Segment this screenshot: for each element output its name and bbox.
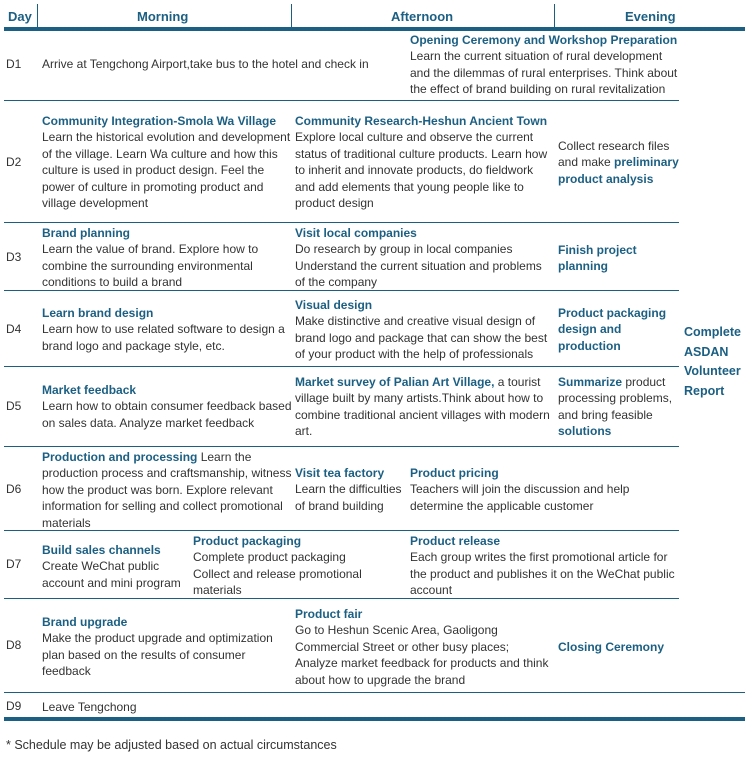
d6-morning-title: Production and processing bbox=[42, 450, 198, 464]
d5-evening-line bbox=[558, 374, 672, 390]
d2-morning-title: Community Integration-Smola Wa Village bbox=[42, 114, 277, 128]
d2-afternoon-line: Explore local culture and observe the current bbox=[295, 130, 534, 145]
d2-evening-highlight: preliminary bbox=[614, 155, 679, 170]
d3-evening-block bbox=[558, 242, 637, 275]
d8-afternoon-line: Commercial Street or other busy places; bbox=[295, 639, 510, 654]
d3-morning-title: Brand planning bbox=[42, 226, 130, 240]
d5-evening-block bbox=[558, 374, 672, 440]
d7-morning-title: Product packaging bbox=[193, 534, 302, 548]
d3-evening-line: planning bbox=[558, 259, 608, 274]
d5-evening-line: and bring feasible bbox=[558, 407, 653, 422]
d8-morning-title: Brand upgrade bbox=[42, 615, 128, 629]
d3-afternoon-line: of the company bbox=[295, 275, 378, 290]
d4-afternoon-block bbox=[295, 297, 547, 363]
d5-afternoon-line: combine traditional ancient villages with modern bbox=[295, 407, 550, 422]
d6-morning-text: Learn the bbox=[197, 450, 252, 464]
d3-evening-line: Finish project bbox=[558, 243, 637, 257]
d7-afternoon-block bbox=[410, 533, 675, 599]
day-label: D8 bbox=[6, 638, 22, 652]
d5-morning-line: Learn how to obtain consumer feedback based bbox=[42, 399, 292, 414]
d5-afternoon-block bbox=[295, 374, 550, 440]
d4-evening-line: design and bbox=[558, 322, 622, 337]
d2-evening-highlight: product analysis bbox=[558, 171, 654, 186]
d5-afternoon-title: Market survey of Palian Art Village, bbox=[295, 375, 495, 389]
d3-morning-line: conditions to build a brand bbox=[42, 275, 183, 290]
day-label: D6 bbox=[6, 482, 22, 496]
d8-afternoon-block bbox=[295, 606, 548, 688]
d5-morning-block bbox=[42, 382, 292, 431]
day-label: D9 bbox=[6, 699, 22, 713]
d8-afternoon-line: Analyze market feedback for products and think bbox=[295, 656, 549, 671]
d2-afternoon-line: and add elements that young people like to bbox=[295, 179, 524, 194]
header-separator bbox=[291, 4, 292, 28]
row-divider bbox=[4, 222, 679, 223]
d2-afternoon-line: product design bbox=[295, 196, 374, 211]
d1-morning-text: Arrive at Tengchong Airport,take bus to the hotel and check in bbox=[42, 57, 369, 71]
header-rule bbox=[4, 27, 745, 31]
d3-morning-line: Learn the value of brand. Explore how to bbox=[42, 242, 259, 257]
header-day: Day bbox=[8, 9, 32, 24]
d2-morning-line: culture is used in product design. Feel the bbox=[42, 163, 265, 178]
d3-afternoon-title: Visit local companies bbox=[295, 226, 417, 240]
d3-morning-line: combine the surrounding environmental bbox=[42, 258, 253, 273]
d7-afternoon-line: Each group writes the first promotional article for bbox=[410, 550, 668, 565]
asdan-line: Report bbox=[684, 383, 725, 398]
d6-morning-line: materials bbox=[42, 515, 91, 530]
d2-morning-line: village development bbox=[42, 196, 149, 211]
d6-afternoon-title: Visit tea factory bbox=[295, 466, 385, 480]
d8-evening-title: Closing Ceremony bbox=[558, 640, 665, 654]
footnote: * Schedule may be adjusted based on actual circumstances bbox=[6, 738, 337, 752]
d4-evening-line: Product packaging bbox=[558, 306, 667, 320]
d2-evening-line bbox=[558, 154, 679, 170]
d2-morning-line: of the village. Learn Wa culture and how this bbox=[42, 146, 278, 161]
d1-afternoon-line: the effect of brand building on rural revitalization bbox=[410, 82, 666, 97]
d3-morning-block bbox=[42, 225, 258, 291]
day-label: D7 bbox=[6, 557, 22, 571]
d6-morning-line: production process and craftsmanship, witness bbox=[42, 466, 292, 481]
d8-afternoon-line: about how to upgrade the brand bbox=[295, 672, 466, 687]
d4-evening-line: production bbox=[558, 338, 621, 353]
d2-afternoon-line: to inherit and innovate products, do fieldwork bbox=[295, 163, 534, 178]
d3-afternoon-line: Understand the current situation and problems bbox=[295, 258, 542, 273]
asdan-report-note bbox=[684, 323, 741, 401]
d3-afternoon-block bbox=[295, 225, 542, 291]
d8-morning-line: plan based on the results of consumer bbox=[42, 647, 246, 662]
header-separator bbox=[554, 4, 555, 28]
header-morning: Morning bbox=[137, 9, 189, 24]
d2-evening-line: Collect research files bbox=[558, 139, 670, 153]
d6-afternoon-block-1 bbox=[295, 465, 402, 514]
d8-morning-line: feedback bbox=[42, 664, 91, 679]
d6-afternoon-block-2 bbox=[410, 465, 629, 514]
d2-afternoon-block bbox=[295, 113, 547, 211]
d4-morning-line: Learn how to use related software to design a bbox=[42, 322, 285, 337]
d9-morning-text: Leave Tengchong bbox=[42, 700, 137, 714]
d6-morning-line bbox=[42, 449, 291, 465]
d5-evening-highlight: solutions bbox=[558, 424, 612, 439]
d4-morning-title: Learn brand design bbox=[42, 306, 154, 320]
d2-morning-block bbox=[42, 113, 290, 211]
d5-evening-highlight: Summarize bbox=[558, 375, 623, 389]
d7-morning-title: Build sales channels bbox=[42, 543, 161, 557]
d7-morning-line: account and mini program bbox=[42, 575, 181, 590]
d5-afternoon-line: art. bbox=[295, 424, 313, 439]
d7-afternoon-line: account bbox=[410, 583, 453, 598]
day-label: D3 bbox=[6, 250, 22, 264]
d5-afternoon-line bbox=[295, 374, 550, 390]
d7-morning-line: Complete product packaging bbox=[193, 550, 346, 565]
d7-morning-block-2 bbox=[193, 533, 362, 599]
asdan-line: Volunteer bbox=[684, 364, 741, 378]
d2-afternoon-line: status of traditional culture products. Learn how bbox=[295, 146, 548, 161]
d7-afternoon-line: the product and publishes it on the WeChat public bbox=[410, 566, 675, 581]
header-evening: Evening bbox=[625, 9, 676, 24]
d7-morning-block-1 bbox=[42, 542, 181, 591]
d1-afternoon-block bbox=[410, 32, 677, 98]
day-label: D2 bbox=[6, 155, 22, 169]
d4-morning-line: brand logo and package style, etc. bbox=[42, 338, 225, 353]
d6-afternoon-title: Product pricing bbox=[410, 466, 499, 480]
d1-afternoon-line: Learn the current situation of rural development bbox=[410, 49, 663, 64]
d8-afternoon-title: Product fair bbox=[295, 607, 363, 621]
d6-afternoon-line: determine the applicable customer bbox=[410, 498, 594, 513]
table-bottom-rule bbox=[4, 717, 745, 721]
row-divider bbox=[4, 692, 745, 693]
d4-morning-block bbox=[42, 305, 285, 354]
d5-afternoon-text: a tourist bbox=[494, 375, 541, 389]
day-label: D5 bbox=[6, 399, 22, 413]
d5-morning-title: Market feedback bbox=[42, 383, 137, 397]
d5-evening-line: processing problems, bbox=[558, 391, 673, 406]
d7-afternoon-title: Product release bbox=[410, 534, 501, 548]
d2-evening-block bbox=[558, 138, 679, 187]
d7-morning-line: Collect and release promotional bbox=[193, 566, 362, 581]
header-afternoon: Afternoon bbox=[391, 9, 454, 24]
d3-afternoon-line: Do research by group in local companies bbox=[295, 242, 513, 257]
day-label: D4 bbox=[6, 322, 22, 336]
d8-morning-block bbox=[42, 614, 273, 680]
d5-morning-line: on sales data. Analyze market feedback bbox=[42, 415, 255, 430]
row-divider bbox=[4, 366, 679, 367]
row-divider bbox=[4, 100, 679, 101]
asdan-line: ASDAN bbox=[684, 344, 729, 359]
d6-morning-line: how the product was born. Explore relevant bbox=[42, 482, 273, 497]
d6-afternoon-line: Teachers will join the discussion and help bbox=[410, 482, 630, 497]
header-separator bbox=[37, 4, 38, 28]
d8-afternoon-line: Go to Heshun Scenic Area, Gaoligong bbox=[295, 623, 498, 638]
d4-evening-block bbox=[558, 305, 666, 354]
d6-afternoon-line: of brand building bbox=[295, 498, 384, 513]
day-label: D1 bbox=[6, 57, 22, 71]
d1-afternoon-title: Opening Ceremony and Workshop Preparation bbox=[410, 33, 678, 47]
d6-morning-block bbox=[42, 449, 291, 531]
d2-morning-line: power of culture in promoting product and bbox=[42, 179, 264, 194]
d2-evening-text: and make bbox=[558, 155, 615, 170]
d6-morning-line: information for selling and collect promotional bbox=[42, 499, 283, 514]
d5-evening-text: product bbox=[622, 375, 666, 389]
row-divider bbox=[4, 446, 679, 447]
d4-afternoon-line: Make distinctive and creative visual design of bbox=[295, 314, 536, 329]
d2-morning-line: Learn the historical evolution and development bbox=[42, 130, 291, 145]
d4-afternoon-line: of your product with the help of professionals bbox=[295, 347, 534, 362]
asdan-line: Complete bbox=[684, 325, 741, 339]
d8-morning-line: Make the product upgrade and optimization bbox=[42, 631, 273, 646]
d2-afternoon-title: Community Research-Heshun Ancient Town bbox=[295, 114, 548, 128]
d4-afternoon-title: Visual design bbox=[295, 298, 373, 312]
d7-morning-line: materials bbox=[193, 583, 242, 598]
d6-afternoon-line: Learn the difficulties bbox=[295, 482, 402, 497]
d5-afternoon-line: village built by many artists.Think about how to bbox=[295, 391, 544, 406]
d4-afternoon-line: brand logo and package that can show the best bbox=[295, 330, 548, 345]
d1-afternoon-line: and the dilemmas of rural enterprises. Think about bbox=[410, 65, 678, 80]
d7-morning-line: Create WeChat public bbox=[42, 559, 160, 574]
